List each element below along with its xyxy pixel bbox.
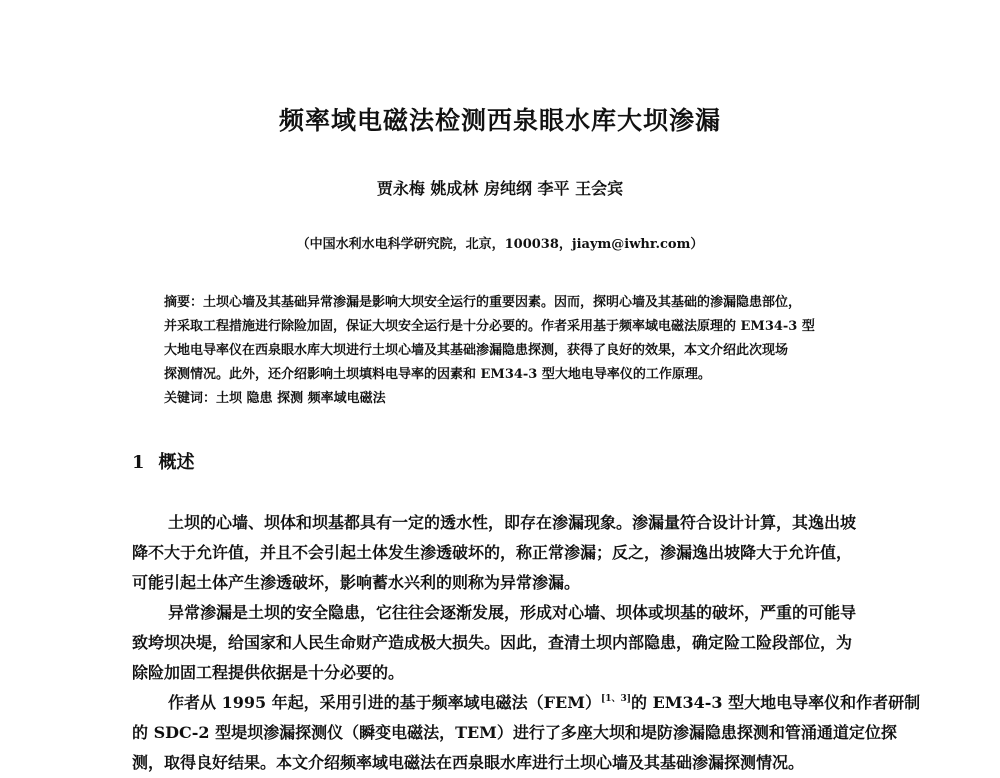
paragraph-3-text: 的 EM34-3 型大地电导率仪和作者研制 <box>631 693 921 712</box>
paragraph-2-line: 除险加固工程提供依据是十分必要的。 <box>132 663 405 682</box>
abstract-line: 并采取工程措施进行除险加固，保证大坝安全运行是十分必要的。作者采用基于频率域电磁法原理的 EM34-3 型 <box>164 319 815 334</box>
abstract-line <box>164 291 864 315</box>
paragraph-3-line <box>132 688 921 718</box>
paper-title: 频率域电磁法检测西泉眼水库大坝渗漏 <box>278 106 721 135</box>
keywords-text: 土坝 隐患 探测 频率域电磁法 <box>216 391 386 406</box>
paragraph-2-line: 异常渗漏是土坝的安全隐患，它往往会逐渐发展，形成对心墙、坝体或坝基的破坏，严重的可能导 <box>168 603 857 622</box>
keywords-line <box>164 387 864 411</box>
section-title: 概述 <box>158 452 195 473</box>
paragraph-1-line: 土坝的心墙、坝体和坝基都具有一定的透水性，即存在渗漏现象。渗漏量符合设计计算，其逸出坡 <box>168 513 857 532</box>
keywords-label: 关键词： <box>164 391 217 406</box>
paragraph-1-line: 降不大于允许值，并且不会引起土体发生渗透破坏的，称正常渗漏；反之，渗漏逸出坡降大于允许值， <box>132 543 853 562</box>
paragraph-3-line: 的 SDC-2 型堤坝渗漏探测仪（瞬变电磁法，TEM）进行了多座大坝和堤防渗漏隐患探测和管涌通道定位探 <box>132 723 897 742</box>
citation-ref: [1、3] <box>600 694 631 704</box>
section-heading <box>132 449 195 477</box>
abstract-block <box>164 291 864 411</box>
affiliation: （中国水利水电科学研究院，北京，100038，jiaym@iwhr.com） <box>296 237 704 252</box>
paragraph-3-line: 测，取得良好结果。本文介绍频率域电磁法在西泉眼水库进行土坝心墙及其基础渗漏探测情况。 <box>132 753 805 772</box>
abstract-line: 大地电导率仪在西泉眼水库大坝进行土坝心墙及其基础渗漏隐患探测，获得了良好的效果，本文介绍此次现场 <box>164 343 789 358</box>
paragraph-1-line: 可能引起土体产生渗透破坏，影响蓄水兴利的则称为异常渗漏。 <box>132 573 581 592</box>
abstract-label: 摘要： <box>164 295 204 310</box>
section-number: 1 <box>132 452 145 473</box>
paragraph-2-line: 致垮坝决堤，给国家和人民生命财产造成极大损失。因此，查清土坝内部隐患，确定险工险段部位，为 <box>132 633 853 652</box>
paragraph-3-text: 作者从 1995 年起，采用引进的基于频率域电磁法（FEM） <box>168 693 601 712</box>
abstract-line: 探测情况。此外，还介绍影响土坝填料电导率的因素和 EM34-3 型大地电导率仪的工作原理。 <box>164 367 711 382</box>
abstract-text: 土坝心墙及其基础异常渗漏是影响大坝安全运行的重要因素。因而，探明心墙及其基础的渗漏隐患部位， <box>203 295 802 310</box>
body-text <box>132 508 921 778</box>
author-list: 贾永梅 姚成林 房纯纲 李平 王会宾 <box>376 179 624 198</box>
